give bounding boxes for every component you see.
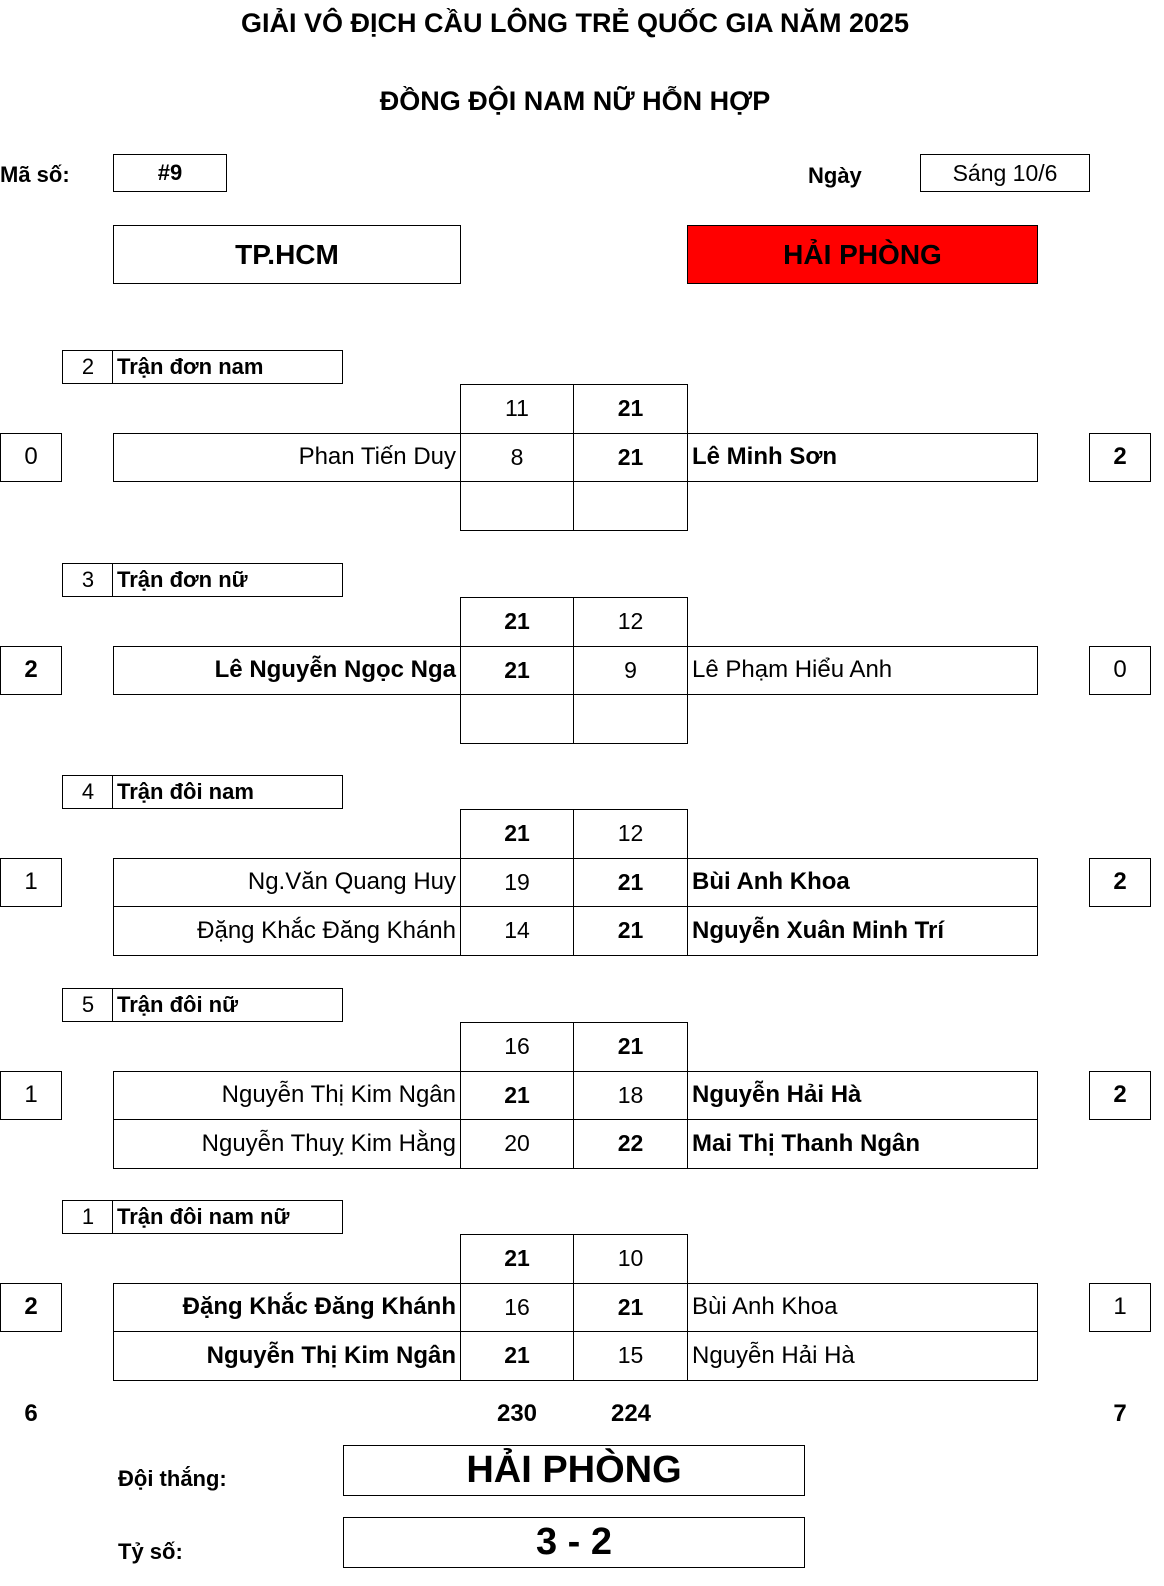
total-right-points: 224 (610, 1400, 652, 1427)
player-right: Lê Phạm Hiểu Anh (687, 646, 1038, 696)
match-points-right: 0 (1089, 646, 1151, 696)
team-right: HẢI PHÒNG (687, 225, 1038, 284)
set-score-right: 21 (573, 384, 688, 434)
set-score-left: 21 (460, 1071, 574, 1121)
set-score-left (460, 694, 574, 744)
set-score-left: 21 (460, 646, 574, 696)
set-score-right: 12 (573, 597, 688, 647)
set-score-left: 21 (460, 809, 574, 859)
match-points-left: 1 (0, 858, 62, 908)
player-left: Ng.Văn Quang Huy (113, 858, 461, 908)
page-subtitle: ĐỒNG ĐỘI NAM NỮ HỖN HỢP (379, 86, 771, 116)
date-label: Ngày (808, 163, 862, 188)
set-score-right: 18 (573, 1071, 688, 1121)
set-score-left: 20 (460, 1119, 574, 1169)
match-points-right: 2 (1089, 433, 1151, 483)
player-right: Bùi Anh Khoa (687, 858, 1038, 908)
match-order: 5 (62, 988, 114, 1022)
match-points-right: 1 (1089, 1283, 1151, 1333)
match-points-right: 2 (1089, 1071, 1151, 1121)
match-title: Trận đơn nam (112, 350, 343, 384)
set-score-left: 21 (460, 1331, 574, 1381)
set-score-right: 21 (573, 906, 688, 956)
player-right: Mai Thị Thanh Ngân (687, 1119, 1038, 1169)
player-right: Nguyễn Xuân Minh Trí (687, 906, 1038, 956)
player-left: Phan Tiến Duy (113, 433, 461, 483)
player-left: Đặng Khắc Đăng Khánh (113, 1283, 461, 1333)
set-score-right: 12 (573, 809, 688, 859)
match-points-left: 2 (0, 646, 62, 696)
player-right: Nguyễn Hải Hà (687, 1331, 1038, 1381)
match-order: 4 (62, 775, 114, 809)
score-value: 3 - 2 (343, 1517, 805, 1568)
score-label: Tỷ số: (118, 1539, 183, 1564)
set-score-left: 16 (460, 1283, 574, 1333)
code-value: #9 (113, 154, 227, 192)
set-score-left: 21 (460, 1234, 574, 1284)
set-score-right: 10 (573, 1234, 688, 1284)
player-right: Nguyễn Hải Hà (687, 1071, 1038, 1121)
set-score-right: 21 (573, 858, 688, 908)
date-value: Sáng 10/6 (920, 154, 1090, 192)
total-right-sets: 7 (1113, 1400, 1127, 1427)
match-title: Trận đôi nữ (112, 988, 343, 1022)
set-score-left: 11 (460, 384, 574, 434)
set-score-left: 16 (460, 1022, 574, 1072)
page-title: GIẢI VÔ ĐỊCH CẦU LÔNG TRẺ QUỐC GIA NĂM 2025 (240, 8, 910, 38)
match-title: Trận đôi nam nữ (112, 1200, 343, 1234)
match-order: 2 (62, 350, 114, 384)
player-right: Bùi Anh Khoa (687, 1283, 1038, 1333)
set-score-right (573, 481, 688, 531)
winner-value: HẢI PHÒNG (343, 1445, 805, 1496)
match-order: 1 (62, 1200, 114, 1234)
total-left-sets: 6 (24, 1400, 38, 1427)
player-left: Nguyễn Thị Kim Ngân (113, 1071, 461, 1121)
set-score-right: 15 (573, 1331, 688, 1381)
player-left: Lê Nguyễn Ngọc Nga (113, 646, 461, 696)
set-score-right: 21 (573, 1283, 688, 1333)
set-score-right: 22 (573, 1119, 688, 1169)
player-left: Đặng Khắc Đăng Khánh (113, 906, 461, 956)
player-left: Nguyễn Thị Kim Ngân (113, 1331, 461, 1381)
code-label: Mã số: (0, 162, 70, 187)
set-score-left: 8 (460, 433, 574, 483)
match-points-right: 2 (1089, 858, 1151, 908)
player-left: Nguyễn Thuỵ Kim Hằng (113, 1119, 461, 1169)
set-score-left: 14 (460, 906, 574, 956)
match-points-left: 0 (0, 433, 62, 483)
set-score-left (460, 481, 574, 531)
set-score-right: 9 (573, 646, 688, 696)
set-score-left: 19 (460, 858, 574, 908)
match-title: Trận đơn nữ (112, 563, 343, 597)
set-score-left: 21 (460, 597, 574, 647)
match-title: Trận đôi nam (112, 775, 343, 809)
match-points-left: 2 (0, 1283, 62, 1333)
match-points-left: 1 (0, 1071, 62, 1121)
set-score-right (573, 694, 688, 744)
set-score-right: 21 (573, 1022, 688, 1072)
winner-label: Đội thắng: (118, 1466, 227, 1491)
set-score-right: 21 (573, 433, 688, 483)
team-left: TP.HCM (113, 225, 461, 284)
player-right: Lê Minh Sơn (687, 433, 1038, 483)
match-order: 3 (62, 563, 114, 597)
total-left-points: 230 (496, 1400, 538, 1427)
